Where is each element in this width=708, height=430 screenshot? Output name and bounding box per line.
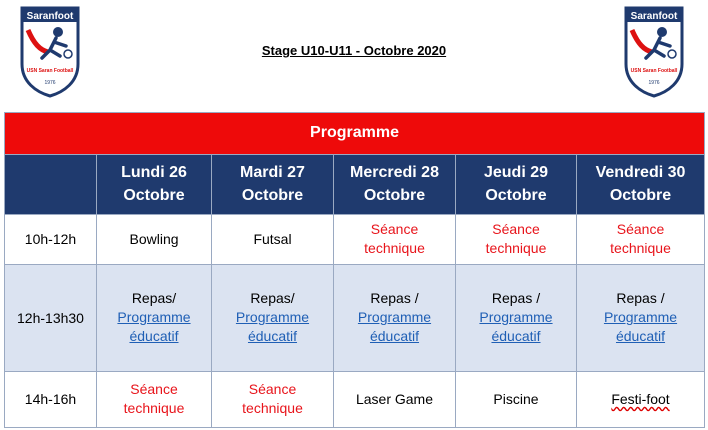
activity-cell: Bowling: [97, 214, 212, 264]
day-header: Mardi 27 Octobre: [212, 154, 334, 214]
activity-cell: Futsal: [212, 214, 334, 264]
activity-cell: Séance technique: [97, 371, 212, 427]
activity-cell: Repas / Programme éducatif: [334, 264, 456, 371]
table-row: [5, 214, 705, 264]
programme-educatif-link[interactable]: Programme éducatif: [603, 309, 678, 345]
programme-educatif-link[interactable]: Programme éducatif: [117, 309, 191, 345]
time-slot: 10h-12h: [5, 214, 97, 264]
activity-cell: Séance technique: [456, 214, 577, 264]
activity-cell: Séance technique: [577, 214, 705, 264]
table-row: [5, 371, 705, 427]
activity-cell: Repas/ Programme éducatif: [97, 264, 212, 371]
programme-educatif-link[interactable]: Programme éducatif: [235, 309, 310, 345]
svg-text:Saranfoot: Saranfoot: [630, 11, 678, 22]
activity-cell: Séance technique: [334, 214, 456, 264]
day-header: Mercredi 28 Octobre: [334, 154, 456, 214]
day-header: Vendredi 30 Octobre: [577, 154, 705, 214]
table-row: [5, 264, 705, 371]
svg-text:1976: 1976: [648, 80, 660, 86]
svg-text:USN Saran Football: USN Saran Football: [26, 68, 74, 74]
document-title: Stage U10-U11 - Octobre 2020: [261, 43, 447, 58]
day-header: Lundi 26 Octobre: [97, 154, 212, 214]
day-header: Jeudi 29 Octobre: [456, 154, 577, 214]
activity-cell: Festi-foot: [577, 371, 705, 427]
programme-table: [4, 112, 705, 428]
activity-cell: Séance technique: [212, 371, 334, 427]
svg-text:1976: 1976: [44, 80, 56, 86]
programme-educatif-link[interactable]: Programme éducatif: [479, 309, 553, 345]
activity-cell: Repas / Programme éducatif: [577, 264, 705, 371]
svg-text:Saranfoot: Saranfoot: [26, 11, 74, 22]
activity-cell: Repas/ Programme éducatif: [212, 264, 334, 371]
activity-cell: Laser Game: [334, 371, 456, 427]
time-slot: 14h-16h: [5, 371, 97, 427]
activity-cell: Piscine: [456, 371, 577, 427]
corner-cell: [5, 154, 97, 214]
svg-text:USN Saran Football: USN Saran Football: [630, 68, 678, 74]
programme-educatif-link[interactable]: Programme éducatif: [357, 309, 432, 345]
activity-cell: Repas / Programme éducatif: [456, 264, 577, 371]
programme-heading: Programme: [5, 113, 705, 155]
time-slot: 12h-13h30: [5, 264, 97, 371]
